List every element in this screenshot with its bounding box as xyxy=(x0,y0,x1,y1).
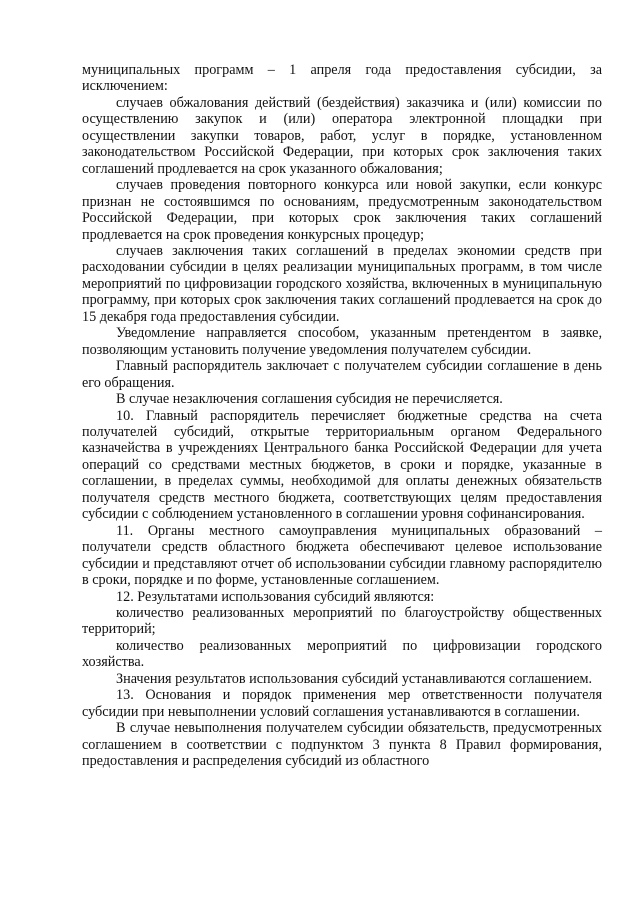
paragraph-agreement-conclusion: Главный распорядитель заключает с получателем субсидии соглашение в день его обращения. xyxy=(82,358,602,391)
paragraph-item-10: 10. Главный распорядитель перечисляет бюджетные средства на счета получателей субсидий, открытые территориальным органом Федерального казначейства в учреждениях Центрального банка Российской Федерации для учета операций со средствами местных бюджетов, в сроки и порядке, указанные в соглашении, в пределах суммы, необходимой для оплаты денежных обязательств получателя средств местного бюджета, соответствующих целям предоставления субсидии с соблюдением установленного в соглашении уровня софинансирования. xyxy=(82,407,602,523)
paragraph-continuation: муниципальных программ – 1 апреля года предоставления субсидии, за исключением: xyxy=(82,62,602,95)
paragraph-result-digitalization: количество реализованных мероприятий по цифровизации городского хозяйства. xyxy=(82,637,602,671)
paragraph-repeat-tender-exception: случаев проведения повторного конкурса или новой закупки, если конкурс признан не состоявшимся по основаниям, предусмотренным законодательством Российской Федерации, при которых срок заключения таких соглашений продлевается на срок проведения конкурсных процедур; xyxy=(82,177,602,243)
paragraph-result-values: Значения результатов использования субсидий устанавливаются соглашением. xyxy=(116,670,593,687)
paragraph-savings-exception: случаев заключения таких соглашений в пределах экономии средств при расходовании субсидии в целях реализации муниципальных программ, в том числе мероприятий по цифровизации городского хозяйства, включенных в муниципальную программу, при которых срок заключения таких соглашений продлевается на срок до 15 декабря года предоставления субсидии. xyxy=(82,242,602,325)
paragraph-notification: Уведомление направляется способом, указанным претендентом в заявке, позволяющим установить получение уведомления получателем субсидии. xyxy=(82,325,602,358)
paragraph-item-11: 11. Органы местного самоуправления муниципальных образований – получатели средств областного бюджета обеспечивают целевое использование субсидии и представляют отчет об использовании субсидии главному распорядителю в сроки, порядке и по форме, установленные соглашением. xyxy=(82,522,602,589)
paragraph-result-landscaping: количество реализованных мероприятий по благоустройству общественных территорий; xyxy=(82,604,602,638)
paragraph-item-12: 12. Результатами использования субсидий являются: xyxy=(116,588,435,605)
paragraph-nonfulfillment: В случае невыполнения получателем субсидии обязательств, предусмотренных соглашением в соответствии с подпунктом 3 пункта 8 Правил формирования, предоставления и распределения субсидий из областного xyxy=(82,720,602,770)
paragraph-appeal-exception: случаев обжалования действий (бездействия) заказчика и (или) комиссии по осуществлению закупок и (или) оператора электронной площадки при осуществлении закупки товаров, работ, услуг в порядке, установленном законодательством Российской Федерации, при которых срок заключения таких соглашений продлевается на срок указанного обжалования; xyxy=(82,94,602,177)
paragraph-no-agreement: В случае незаключения соглашения субсидия не перечисляется. xyxy=(116,391,503,408)
paragraph-item-13: 13. Основания и порядок применения мер ответственности получателя субсидии при невыполнении условий соглашения устанавливаются в соглашении. xyxy=(82,687,602,720)
